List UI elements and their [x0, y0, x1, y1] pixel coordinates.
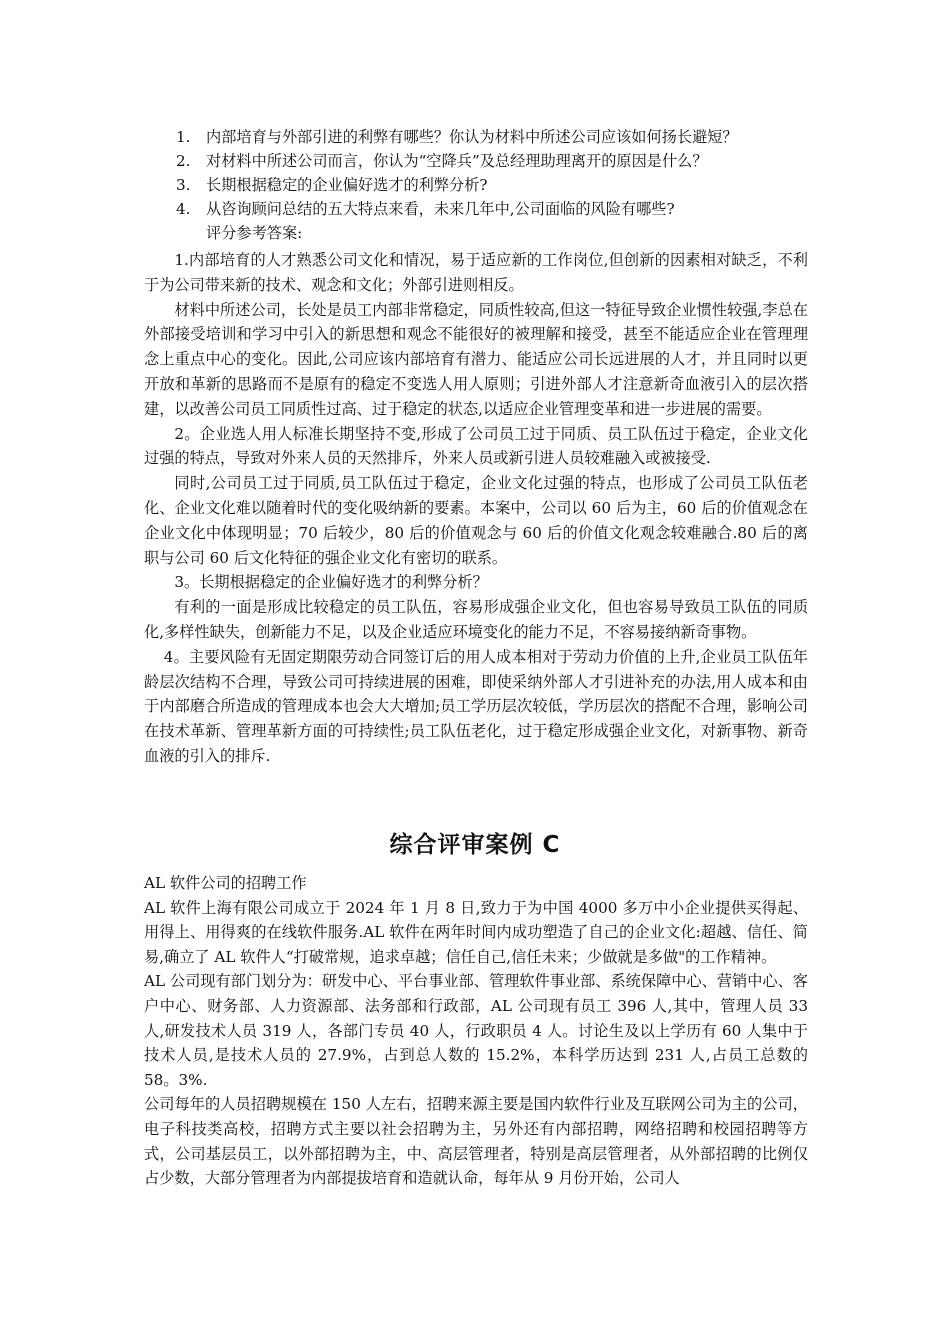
answer-paragraph: 2。企业选人用人标准长期坚持不变,形成了公司员工过于同质、员工队伍过于稳定，企业文化过强的特点，导致对外来人员的天然排斥，外来人员或新引进人员较难融入或被接受.: [144, 424, 808, 468]
question-number: 3.: [176, 176, 191, 194]
question-item: [176, 125, 816, 149]
case-title: 综合评审案例 C: [389, 832, 561, 858]
case-body: [144, 871, 808, 1191]
case-paragraph: AL 公司现有部门划分为：研发中心、平台事业部、管理软件事业部、系统保障中心、营销中心、客户中心、财务部、人力资源部、法务部和行政部，AL 公司现有员工 396 人,其中，管理人员 33 人,研发技术人员 319 人，各部门专员 40 人，行政职员 4 人。讨论生及以上学历有 60 人集中于技术人员,是技术人员的 27.9%，占到总人数的 15.2%，本科学历达到 231 人,占员工总数的 58。3%.: [144, 972, 808, 1089]
answer-heading: 评分参考答案:: [206, 224, 303, 242]
answer-paragraph: 有利的一面是形成比较稳定的员工队伍，容易形成强企业文化，但也容易导致员工队伍的同质化,多样性缺失，创新能力不足，以及企业适应环境变化的能力不足，不容易接纳新奇事物。: [144, 598, 808, 641]
answer-paragraph: 材料中所述公司，长处是员工内部非常稳定，同质性较高,但这一特征导致企业惯性较强,李总在外部接受培训和学习中引入的新思想和观念不能很好的被理解和接受，甚至不能适应企业在管理理念上重点中心的变化。因此,公司应该内部培育有潜力、能适应公司长远进展的人才，并且同时以更开放和革新的思路而不是原有的稳定不变选人用人原则；引进外部人才注意新奇血液引入的层次搭建，以改善公司员工同质性过高、过于稳定的状态,以适应企业管理变革和进一步进展的需要。: [144, 300, 808, 418]
question-text: 从咨询顾问总结的五大特点来看，未来几年中,公司面临的风险有哪些?: [206, 200, 675, 218]
question-text: 对材料中所述公司而言，你认为“空降兵”及总经理助理离开的原因是什么？: [206, 152, 708, 170]
case-paragraph: AL 软件上海有限公司成立于 2024 年 1 月 8 日,致力于为中国 4000 多万中小企业提供买得起、用得上、用得爽的在线软件服务.AL 软件在两年时间内成功塑造了自己的企业文化:超越、信任、简易,确立了 AL 软件人“打破常规，追求卓越；信任自己,信任未来；少做就是多做"的工作精神。: [144, 898, 808, 966]
answer-block: [144, 248, 808, 769]
case-subtitle: AL 软件公司的招聘工作: [144, 874, 307, 892]
question-item: [176, 149, 816, 173]
question-text: 内部培育与外部引进的利弊有哪些？你认为材料中所述公司应该如何扬长避短？: [206, 128, 738, 146]
answer-paragraph: 同时,公司员工过于同质,员工队伍过于稳定，企业文化过强的特点，也形成了公司员工队伍老化、企业文化难以随着时代的变化吸纳新的要素。本案中，公司以 60 后为主，60 后的价值观念在企业文化中体现明显；70 后较少，80 后的价值观念与 60 后的价值文化观念较难融合.80 后的离职与公司 60 后文化特征的强企业文化有密切的联系。: [144, 474, 808, 567]
question-number: 1.: [176, 128, 191, 146]
answer-paragraph: 4。主要风险有无固定期限劳动合同签订后的用人成本相对于劳动力价值的上升,企业员工队伍年龄层次结构不合理，导致公司可持续进展的困难，即使采纳外部人才引进补充的办法,用人成本和由于内部磨合所造成的管理成本也会大大增加;员工学历层次较低，学历层次的搭配不合理，影响公司在技术革新、管理革新方面的可持续性;员工队伍老化，过于稳定形成强企业文化，对新事物、新奇血液的引入的排斥.: [144, 647, 808, 765]
question-number: 2.: [176, 152, 191, 170]
question-text: 长期根据稳定的企业偏好选才的利弊分析?: [206, 176, 488, 194]
case-paragraph: 公司每年的人员招聘规模在 150 人左右，招聘来源主要是国内软件行业及互联网公司为主的公司，电子科技类高校，招聘方式主要以社会招聘为主，另外还有内部招聘，网络招聘和校园招聘等方式，公司基层员工，以外部招聘为主，中、高层管理者，特别是高层管理者，从外部招聘的比例仅占少数，大部分管理者为内部提拔培育和造就认命，每年从 9 月份开始，公司人: [144, 1095, 808, 1188]
answer-paragraph: 3。长期根据稳定的企业偏好选才的利弊分析？: [174, 573, 488, 592]
question-item: [176, 197, 816, 221]
question-item: [176, 173, 816, 197]
answer-paragraph: 1.内部培育的人才熟悉公司文化和情况，易于适应新的工作岗位,但创新的因素相对缺乏，不利于为公司带来新的技术、观念和文化；外部引进则相反。: [144, 251, 808, 294]
question-number: 4.: [176, 200, 191, 218]
